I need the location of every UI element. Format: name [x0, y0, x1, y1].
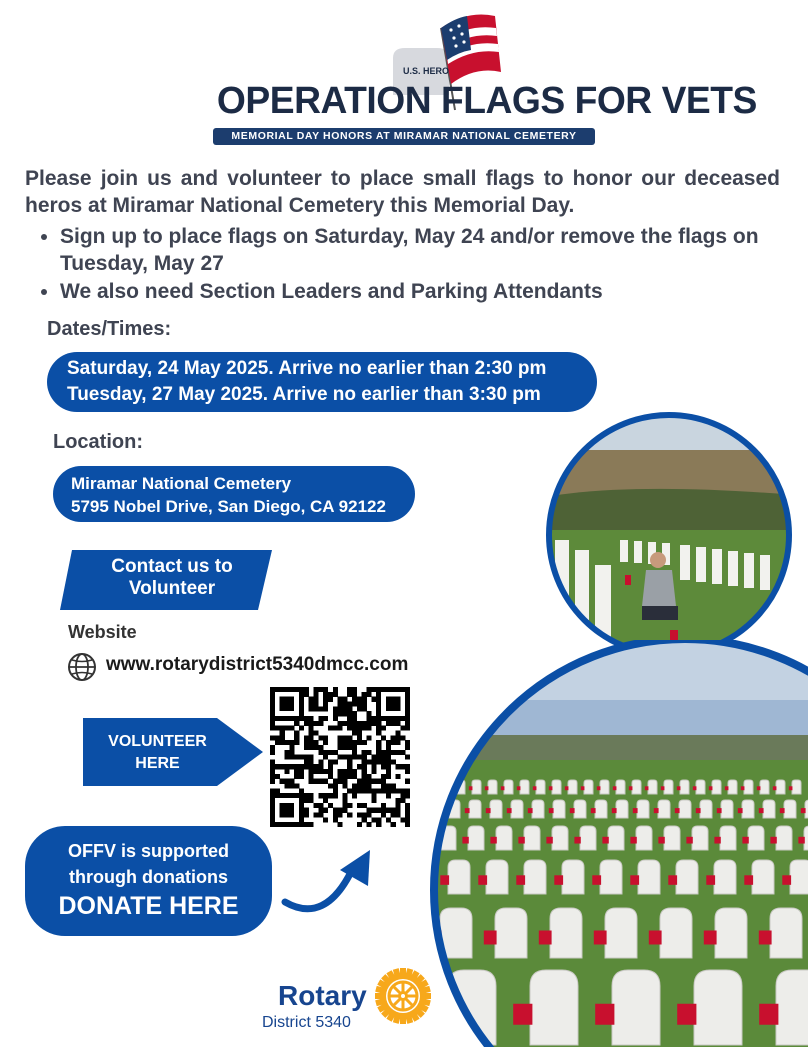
rotary-name: Rotary	[278, 980, 367, 1011]
globe-icon	[67, 652, 97, 682]
date-line: Saturday, 24 May 2025. Arrive no earlier than 2:30 pm	[67, 358, 547, 379]
dates-box	[47, 352, 597, 412]
donate-text	[25, 838, 272, 890]
rotary-wheel-icon	[373, 966, 433, 1026]
donate-button[interactable]: DONATE HERE	[58, 892, 239, 920]
cemetery-photo-rows	[430, 640, 808, 1047]
flag-icon	[441, 15, 501, 85]
website-label: Website	[68, 622, 137, 642]
qr-code[interactable]	[270, 687, 410, 827]
page-subtitle: MEMORIAL DAY HONORS AT MIRAMAR NATIONAL CEMETERY	[213, 128, 595, 145]
intro-paragraph: Please join us and volunteer to place small flags to honor our deceased heros at Miramar National Cemetery this Memorial Day.	[25, 167, 780, 217]
rotary-district: District 5340	[262, 1014, 351, 1031]
location-address: 5795 Nobel Drive, San Diego, CA 92122	[71, 497, 386, 516]
date-line: Tuesday, 27 May 2025. Arrive no earlier than 3:30 pm	[67, 384, 541, 405]
location-box	[53, 466, 415, 522]
volunteer-line: VOLUNTEER	[108, 733, 207, 750]
website-link[interactable]: www.rotarydistrict5340dmcc.com	[106, 654, 409, 675]
volunteer-line: HERE	[135, 755, 180, 772]
page-title: OPERATION FLAGS FOR VETS	[216, 80, 757, 122]
cemetery-photo-volunteer	[530, 410, 808, 660]
contact-line: Volunteer	[128, 578, 216, 599]
dates-label: Dates/Times:	[47, 318, 172, 340]
donate-line: through donations	[69, 867, 228, 887]
logo-badge: U.S. HERO	[403, 66, 450, 76]
contact-line: Contact us to	[111, 556, 233, 577]
location-label: Location:	[53, 431, 143, 453]
list-item: • We also need Section Leaders and Parking Attendants	[60, 278, 808, 305]
contact-button[interactable]	[82, 556, 262, 600]
location-name: Miramar National Cemetery	[71, 474, 292, 493]
list-item: • Sign up to place flags on Saturday, May 24 and/or remove the flags on Tuesday, May 27	[60, 223, 808, 277]
donate-line: OFFV is supported	[67, 841, 229, 861]
bullet-list	[38, 223, 808, 306]
volunteer-button[interactable]	[90, 731, 225, 775]
curved-arrow-icon	[280, 840, 380, 920]
